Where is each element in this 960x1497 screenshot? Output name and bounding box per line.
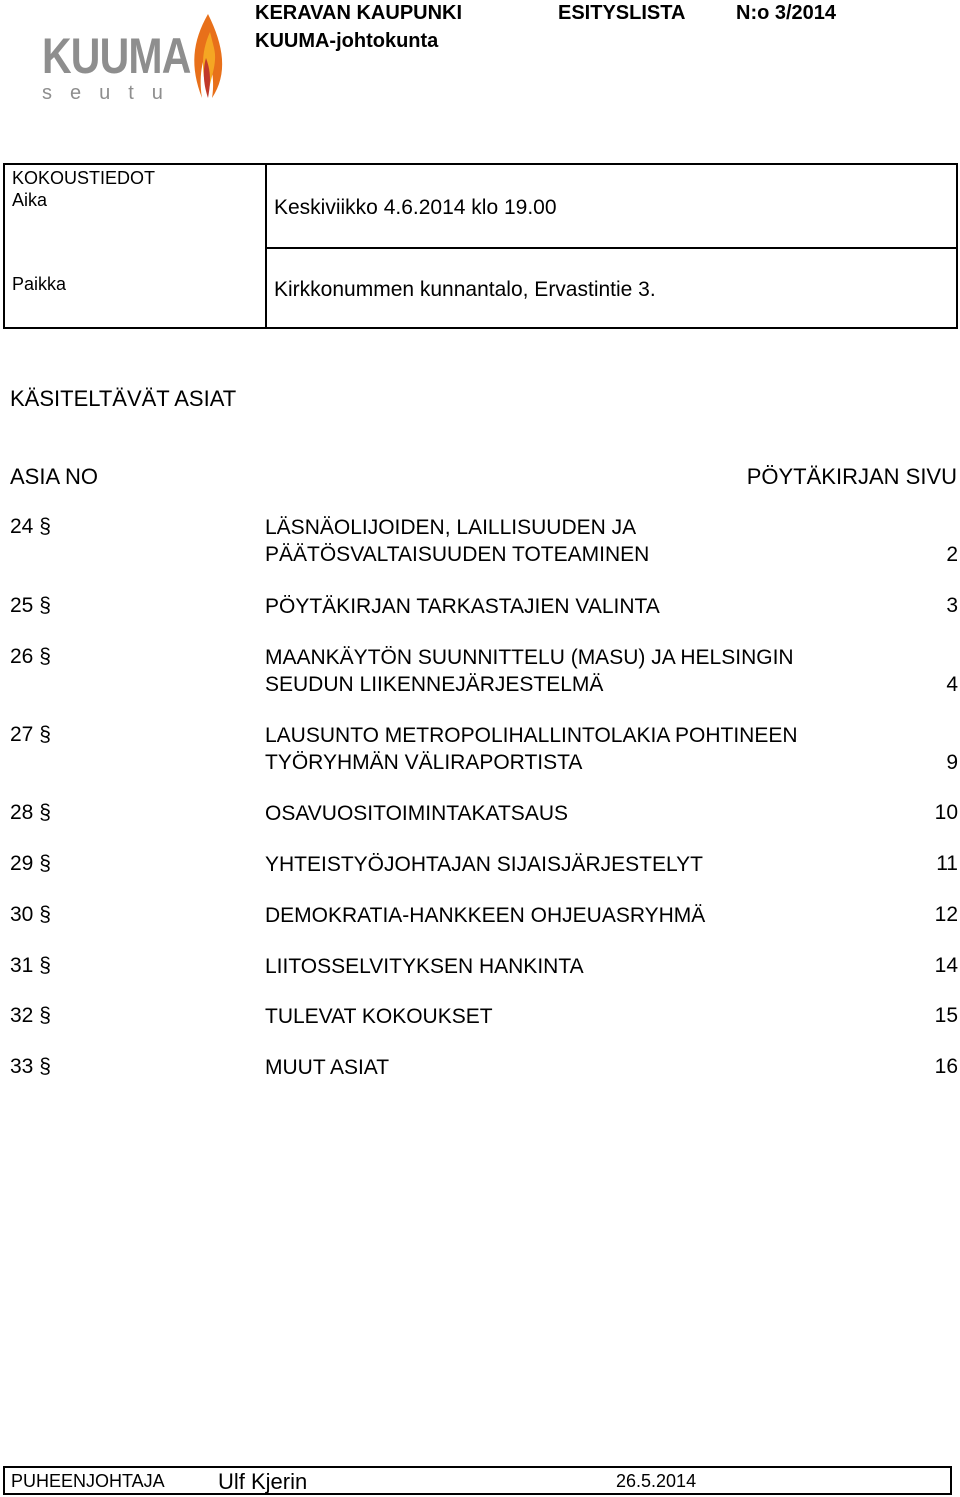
meeting-section-label: KOKOUSTIEDOT — [12, 168, 156, 188]
item-number: 33 § — [10, 1055, 51, 1078]
doc-number: N:o 3/2014 — [736, 2, 837, 24]
item-page: 11 — [936, 852, 958, 875]
item-title-line1: YHTEISTYÖJOHTAJAN SIJAISJÄRJESTELYT — [265, 853, 703, 876]
item-title-line1: OSAVUOSITOIMINTAKATSAUS — [265, 802, 568, 825]
logo-subtitle: seutu — [42, 82, 181, 104]
time-value: Keskiviikko 4.6.2014 klo 19.00 — [274, 196, 557, 219]
item-number: 31 § — [10, 954, 51, 977]
divider — [265, 165, 267, 327]
item-title-line2: SEUDUN LIIKENNEJÄRJESTELMÄ — [265, 673, 604, 696]
item-page: 14 — [934, 954, 958, 977]
item-number: 30 § — [10, 903, 51, 926]
item-title-line1: LÄSNÄOLIJOIDEN, LAILLISUUDEN JA — [265, 516, 637, 539]
agenda-title: KÄSITELTÄVÄT ASIAT — [10, 386, 237, 411]
item-number: 24 § — [10, 515, 51, 538]
org-name: KERAVAN KAUPUNKI — [255, 2, 463, 24]
chair-role: PUHEENJOHTAJA — [11, 1471, 165, 1491]
item-page: 4 — [946, 673, 958, 696]
column-header-item-no: ASIA NO — [10, 464, 99, 489]
item-title-line2: PÄÄTÖSVALTAISUUDEN TOTEAMINEN — [265, 543, 650, 566]
item-page: 9 — [946, 751, 958, 774]
meeting-info-box — [3, 163, 958, 329]
item-number: 32 § — [10, 1004, 51, 1027]
kuuma-seutu-logo — [38, 12, 238, 104]
item-title-line1: MAANKÄYTÖN SUUNNITTELU (MASU) JA HELSINGIN — [265, 646, 794, 669]
chair-name: Ulf Kjerin — [218, 1469, 308, 1494]
item-number: 29 § — [10, 852, 51, 875]
board-name: KUUMA-johtokunta — [255, 30, 439, 52]
item-page: 15 — [934, 1004, 958, 1027]
item-page: 10 — [934, 801, 958, 824]
item-page: 2 — [946, 543, 958, 566]
divider — [265, 247, 956, 249]
flame-icon — [188, 12, 228, 102]
item-number: 27 § — [10, 723, 51, 746]
item-number: 28 § — [10, 801, 51, 824]
signature-date: 26.5.2014 — [616, 1471, 697, 1491]
item-title-line1: TULEVAT KOKOUKSET — [265, 1005, 493, 1028]
item-page: 12 — [934, 903, 958, 926]
item-title-line2: TYÖRYHMÄN VÄLIRAPORTISTA — [265, 751, 583, 774]
time-label: Aika — [12, 190, 48, 210]
column-header-page: PÖYTÄKIRJAN SIVU — [746, 464, 957, 489]
place-label: Paikka — [12, 274, 67, 294]
item-title-line1: LAUSUNTO METROPOLIHALLINTOLAKIA POHTINEEN — [265, 724, 798, 747]
signature-box — [3, 1466, 952, 1495]
item-title-line1: DEMOKRATIA-HANKKEEN OHJEUASRYHMÄ — [265, 904, 706, 927]
place-value: Kirkkonummen kunnantalo, Ervastintie 3. — [274, 278, 656, 301]
doc-type: ESITYSLISTA — [558, 2, 686, 24]
item-title-line1: MUUT ASIAT — [265, 1056, 390, 1079]
item-page: 16 — [934, 1055, 958, 1078]
item-title-line1: LIITOSSELVITYKSEN HANKINTA — [265, 955, 584, 978]
item-title-line1: PÖYTÄKIRJAN TARKASTAJIEN VALINTA — [265, 595, 660, 618]
item-number: 26 § — [10, 645, 51, 668]
item-number: 25 § — [10, 594, 51, 617]
item-page: 3 — [946, 594, 958, 617]
logo-wordmark: KUUMA — [42, 28, 191, 84]
